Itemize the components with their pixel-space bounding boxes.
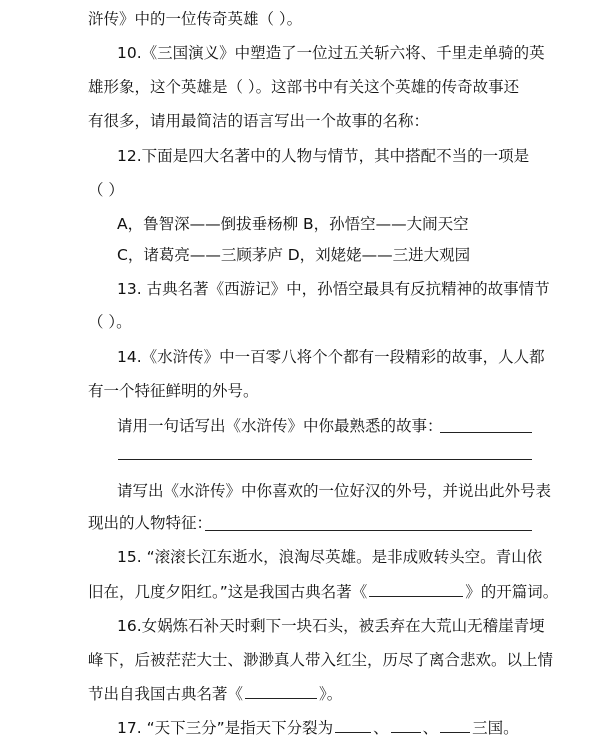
question-14-prompt-2: 请写出《水浒传》中你喜欢的一位好汉的外号，并说出此外号表 <box>117 482 552 500</box>
question-14-prompt-1: 请用一句话写出《水浒传》中你最熟悉的故事： <box>117 417 443 435</box>
question-13-line-1: 13. 古典名著《西游记》中，孙悟空最具有反抗精神的故事情节 <box>117 280 550 298</box>
question-16-line-1: 16.女娲炼石补天时剩下一块石头，被丢弃在大荒山无稽崖青埂 <box>117 617 545 635</box>
question-15-line-1: 15. “滚滚长江东逝水，浪淘尽英雄。是非成败转头空。青山依 <box>117 548 543 566</box>
question-12-blank: （ ） <box>88 181 124 199</box>
question-9-tail: 浒传》中的一位传奇英雄（ ）。 <box>88 10 303 28</box>
question-17-line-1 <box>117 716 616 739</box>
blank-kingdom-2 <box>391 716 421 733</box>
question-15-text-b: 》的开篇词。 <box>465 583 559 601</box>
question-10-line-2: 雄形象，这个英雄是（ ）。这部书中有关这个英雄的传奇故事还 <box>88 78 520 96</box>
question-16-line-2: 峰下，后被茫茫大士、渺渺真人带入红尘，历尽了离合悲欢。以上情 <box>88 651 554 669</box>
blank-novel-name <box>369 580 463 597</box>
blank-kingdom-1 <box>335 716 371 733</box>
question-14-line-1: 14.《水浒传》中一百零八将个个都有一段精彩的故事，人人都 <box>117 348 545 366</box>
question-17-sep-1: 、 <box>373 719 389 737</box>
question-16-text-a: 节出自我国古典名著《 <box>88 685 244 703</box>
question-13-blank: （ ）。 <box>88 313 132 331</box>
question-14-line-2: 有一个特征鲜明的外号。 <box>88 382 259 400</box>
question-12-line-1: 12.下面是四大名著中的人物与情节，其中搭配不当的一项是 <box>117 147 530 165</box>
question-15-text-a: 旧在，几度夕阳红。”这是我国古典名著《 <box>88 583 368 601</box>
question-12-options-ab: A，鲁智深——倒拔垂杨柳 B，孙悟空——大闹天空 <box>117 215 469 233</box>
answer-line-nickname <box>205 530 532 531</box>
question-15-line-2 <box>88 580 616 603</box>
question-14-prompt-2-cont: 现出的人物特征： <box>88 514 213 532</box>
blank-kingdom-3 <box>440 716 470 733</box>
question-12-options-cd: C，诸葛亮——三顾茅庐 D，刘姥姥——三进大观园 <box>117 246 471 264</box>
question-17-sep-2: 、 <box>422 719 439 737</box>
blank-novel-name-2 <box>245 682 317 699</box>
answer-line-story-1 <box>440 432 532 433</box>
question-17-text-a: 17. “天下三分”是指天下分裂为 <box>117 719 334 737</box>
question-10-line-3: 有很多，请用最简洁的语言写出一个故事的名称： <box>88 112 430 130</box>
answer-line-story-2 <box>118 459 532 460</box>
question-16-text-b: 》。 <box>319 685 343 703</box>
question-16-line-3 <box>88 682 616 705</box>
question-10-line-1: 10.《三国演义》中塑造了一位过五关斩六将、千里走单骑的英 <box>117 44 545 62</box>
question-17-text-b: 三国。 <box>472 719 519 737</box>
